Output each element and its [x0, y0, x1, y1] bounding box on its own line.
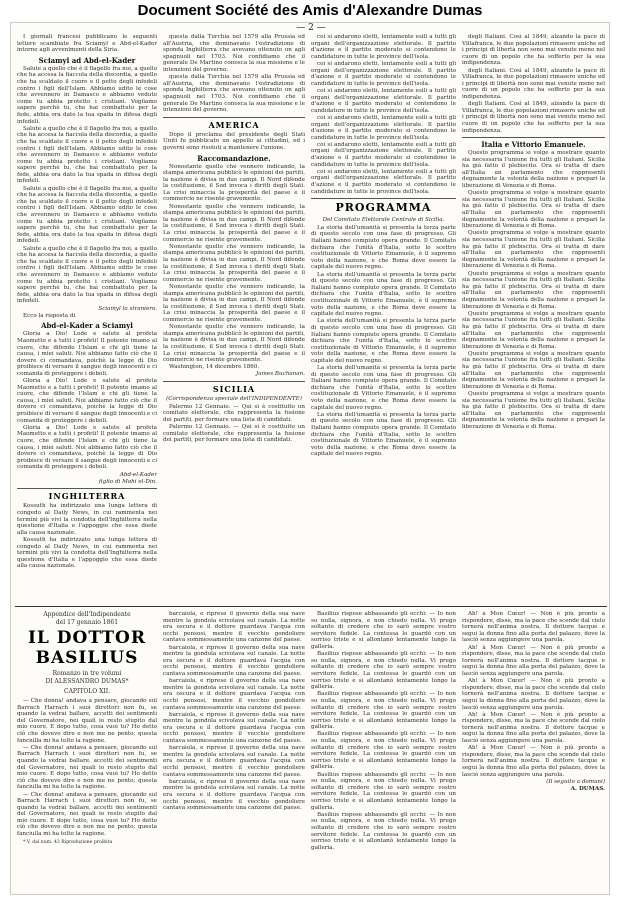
feuilleton-column-2 — [163, 611, 305, 891]
section-programma: PROGRAMMA — [335, 201, 432, 215]
feuilleton-subtitle: Romanzo in tre volumi — [52, 670, 122, 677]
programma-subtitle: Del Comitato Elettorale Centrale di Sicilia. — [322, 217, 445, 224]
letter1-text-repeat-2: Salute a quello che è il flagello fra noi, a quello che ha accesa la fiaccola della discordia, a quello che ha scaldato il cuore e il petto degli infedeli contro i figli dell'Islam. Abbiamo udito le cose che avvennero in Damasco e abbiamo veduto come tu abbia protetto i cristiani. Vogliamo sapere perchè tu, che hai combattuto per la fede, abbia ora dato la tua spada in difesa degli infedeli. — [17, 185, 157, 245]
divider — [163, 117, 305, 118]
col3-top-text: coi si andarono eletti, lentamente esili a tutti gli organi dell'organizzazione elettorale. Il partito d'azione e il partito moderato si contendono le candidature in tutte le province dell'isola. — [311, 34, 456, 60]
feuilleton-text-3-repeat-5: Basilius rispose abbassando gli occhi: — Io non so nulla, signora, e non chiedo nulla. Vi prego soltanto di credere che io sarò sempre vostro servitore fedele. La contessa lo guardò con un sorriso triste e si allontanò lentamente lungo la galleria. — [311, 811, 456, 851]
feuilleton-text-3-repeat-2: Basilius rispose abbassando gli occhi: — Io non so nulla, signora, e non chiedo nulla. Vi prego soltanto di credere che io sarò sempre vostro servitore fedele. La contessa lo guardò con un sorriso triste e si allontanò lentamente lungo la galleria. — [311, 691, 456, 731]
feuilleton-text-3-repeat-3: Basilius rispose abbassando gli occhi: — Io non so nulla, signora, e non chiedo nulla. Vi prego soltanto di credere che io sarò sempre vostro servitore fedele. La contessa lo guardò con un sorriso triste e si allontanò lentamente lungo la galleria. — [311, 731, 456, 771]
feuilleton-text-2-repeat: barcaiola, e riprese il governo della sua nave mentre la gondola scivolava sul canale. La notte era oscura e il dottore guardava l'acqua con occhi pensosi, mentre il vecchio gondoliere cantava sommessamente una canzone del paese. — [163, 644, 305, 677]
col2-top-text: questa dalla Turchia nel 1579 alla Prussia ed all'Austria, che dominavano l'estradizione di sponda Inghilterra che avevano ottenuto un agli spagnuoli nel 1703. Noi confidiamo che il generale De Martino conosca la sua missione e le intenzioni del governo. — [163, 34, 305, 73]
document-title: Document Société des Amis d'Alexandre Dumas — [137, 2, 483, 19]
america-intro: Dopo il proclama del presidente degli Stati Uniti fu pubblicato un appello ai cittadini, ed i governi sono risoluti a mantenere l'unione. — [163, 131, 305, 151]
signature-sciamyl: Sciamyl lo straniero. — [98, 305, 157, 312]
letter1-text: Salute a quello che è il flagello fra noi, a quello che ha accesa la fiaccola della discordia, a quello che ha scaldato il cuore e il petto degli infedeli contro i figli dell'Islam. Abbiamo udito le cose che avvennero in Damasco e abbiamo veduto come tu abbia protetto i cristiani. Vogliamo sapere perchè tu, che hai combattuto per la fede, abbia ora dato la tua spada in difesa degli infedeli. — [17, 65, 157, 125]
col4-top-text: degli Italiani. Così al 1849, alzando la pace di Villafranca, le due popolazioni rimasero uniche ed i principi di libertà non sono mai venute meno nel cuore di un popolo che ha sofferto per la sua indipendenza. — [462, 34, 605, 67]
divider — [163, 381, 305, 382]
inghilterra-text-repeat: Kossuth ha indirizzato una lunga lettera di congedo al Daily News, in cui rammenta nei termini più vivi la condotta dell'Inghilterra nella questione d'Italia e l'appoggio che essa diede alla causa nazionale. — [17, 536, 157, 570]
feuilleton-signature: A. DUMAS. — [570, 786, 605, 792]
section-sicilia: SICILIA — [212, 384, 256, 395]
feuilleton-column-4 — [462, 611, 605, 891]
col4-body-repeat-6: Questo programma si volge a mostrare quanto sia necessaria l'unione fra tutti gli Italiani. Sicilia ha già fatto il plebiscito. Ora si tratta di dare all'Italia un parlamento che rappresenti degnamente la volontà della nazione e prepari la liberazione di Venezia e di Roma. — [462, 391, 605, 430]
sicilia-text: Palermo 12 Gennaio. — Qui si è costituito un comitato elettorale, che rappresenta la fusione dei partiti, per formare una lista di candidati. — [163, 403, 305, 423]
america-body-repeat-4: Nonostante quello che vennero indicando, la stampa americana pubblicò le opinioni dei partiti, la nazione è divisa in due campi. Il Nord difende la costituzione, il Sud invoca i diritti degli Stati. La crisi minaccia la prosperità del paese e il commercio ne risente gravemente. — [163, 324, 305, 364]
america-body-repeat-2: Nonostante quello che vennero indicando, la stampa americana pubblicò le opinioni dei partiti, la nazione è divisa in due campi. Il Nord difende la costituzione, il Sud invoca i diritti degli Stati. La crisi minaccia la prosperità del paese e il commercio ne risente gravemente. — [163, 243, 305, 283]
feuilleton-text-3-repeat-4: Basilius rispose abbassando gli occhi: — Io non so nulla, signora, e non chiedo nulla. Vi prego soltanto di credere che io sarò sempre vostro servitore fedele. La contessa lo guardò con un sorriso triste e si allontanò lentamente lungo la galleria. — [311, 771, 456, 811]
feuilleton-title: IL DOTTOR BASILIUS — [27, 628, 146, 668]
feuilleton-column-1 — [17, 611, 157, 891]
column-4 — [462, 34, 605, 604]
feuilleton-text-2: barcaiola, e riprese il governo della sua nave mentre la gondola scivolava sul canale. La notte era oscura e il dottore guardava l'acqua con occhi pensosi, mentre il vecchio gondoliere cantava sommessamente una canzone del paese. — [163, 611, 305, 644]
section-inghilterra: INGHILTERRA — [48, 491, 126, 502]
letter2-text: Gloria a Dio! Lode e salute al profeta Maometto e a tutti i profeti! Il potente imamo al cuore, che difende l'Islam e chi gli tiene la causa, i miei saluti. Noi abbiamo fatto ciò che il dovere ci comandava, poichè la legge di Dio proibisce di versare il sangue degli innocenti e ci comanda di proteggere i deboli. — [17, 331, 157, 377]
america-body: Nonostante quello che vennero indicando, la stampa americana pubblicò le opinioni dei partiti, la nazione è divisa in due campi. Il Nord difende la costituzione, il Sud invoca i diritti degli Stati. La crisi minaccia la prosperità del paese e il commercio ne risente gravemente. — [163, 163, 305, 203]
feuilleton-text-4-repeat-3: Ah! à Mon Cœur! — Non è più pronto a rispondere, disse, ma la pace che scende dal cielo tornerà nell'anima nostra. Il dottore tacque e segui la donna fino alla porta del palazzo, dove la lasciò senza aggiungere una parola. — [462, 711, 605, 745]
programma-text-repeat-2: La storia dell'umanità si presenta la terza parte di questo secolo con una fase di progresso. Gli Italiani hanno compiuto opera grande. Il Comitato dichiara che l'unità d'Italia, sotto lo scettro costituzionale di Vittorio Emanuele, è il supremo voto della nazione, e che Roma deve essere la capitale del nuovo regno. — [311, 318, 456, 364]
section-america: AMERICA — [208, 119, 260, 130]
col4-body-repeat-2: Questo programma si volge a mostrare quanto sia necessaria l'unione fra tutti gli Italiani. Sicilia ha già fatto il plebiscito. Ora si tratta di dare all'Italia un parlamento che rappresenti degnamente la volontà della nazione e prepari la liberazione di Venezia e di Roma. — [462, 230, 605, 270]
feuilleton-text-3-repeat: Basilius rispose abbassando gli occhi: — Io non so nulla, signora, e non chiedo nulla. Vi prego soltanto di credere che io sarò sempre vostro servitore fedele. La contessa lo guardò con un sorriso triste e si allontanò lentamente lungo la galleria. — [311, 651, 456, 691]
col3-top-text-repeat-4: coi si andarono eletti, lentamente esili a tutti gli organi dell'organizzazione elettorale. Il partito d'azione e il partito moderato si contendono le candidature in tutte le province dell'isola. — [311, 141, 456, 168]
col2-top-text-repeat: questa dalla Turchia nel 1579 alla Prussia ed all'Austria, che dominavano l'estradizione di sponda Inghilterra che avevano ottenuto un agli spagnuoli nel 1703. Noi confidiamo che il generale De Martino conosca la sua missione e le intenzioni del governo. — [163, 74, 305, 114]
to-be-continued: (Il seguito a domani) — [546, 778, 605, 785]
sicilia-text-repeat: Palermo 12 Gennaio. — Qui si è costituito un comitato elettorale, che rappresenta la fusione dei partiti, per formare una lista di candidati. — [163, 424, 305, 444]
signature-abd-el-kader-sub: figlio di Mohi el-Din. — [98, 478, 157, 485]
col4-body-repeat-3: Questo programma si volge a mostrare quanto sia necessaria l'unione fra tutti gli Italiani. Sicilia ha già fatto il plebiscito. Ora si tratta di dare all'Italia un parlamento che rappresenti degnamente la volontà della nazione e prepari la liberazione di Venezia e di Roma. — [462, 270, 605, 310]
feuilleton-footnote: * V. dal num. 43 Riproduzione proibita — [23, 839, 113, 845]
programma-text: La storia dell'umanità si presenta la terza parte di questo secolo con una fase di progresso. Gli Italiani hanno compiuto opera grande. Il Comitato dichiara che l'unità d'Italia, sotto lo scettro costituzionale di Vittorio Emanuele, è il supremo voto della nazione, e che Roma deve essere la capitale del nuovo regno. — [311, 224, 456, 271]
letter2-title: Abd-el-Kader a Sciamyl — [41, 321, 133, 331]
col4-top-text-repeat: degli Italiani. Così al 1849, alzando la pace di Villafranca, le due popolazioni rimasero uniche ed i principi di libertà non sono mai venute meno nel cuore di un popolo che ha sofferto per la sua indipendenza. — [462, 67, 605, 100]
feuilleton-text-4: Ah! à Mon Cœur! — Non è più pronto a rispondere, disse, ma la pace che scende dal cielo tornerà nell'anima nostra. Il dottore tacque e segui la donna fino alla porta del palazzo, dove la lasciò senza aggiungere una parola. — [462, 611, 605, 644]
col4-body-repeat-5: Questo programma si volge a mostrare quanto sia necessaria l'unione fra tutti gli Italiani. Sicilia ha già fatto il plebiscito. Ora si tratta di dare all'Italia un parlamento che rappresenti degnamente la volontà della nazione e prepari la liberazione di Venezia e di Roma. — [462, 350, 605, 390]
raccomandazione-title: Raccomandazione. — [197, 153, 271, 163]
feuilleton-text-4-repeat-4: Ah! à Mon Cœur! — Non è più pronto a rispondere, disse, ma la pace che scende dal cielo tornerà nell'anima nostra. Il dottore tacque e segui la donna fino alla porta del palazzo, dove la lasciò senza aggiungere una parola. — [462, 745, 605, 778]
signature-abd-el-kader: Abd-el-Kader — [119, 471, 157, 478]
divider — [311, 198, 456, 199]
letter1-text-repeat-3: Salute a quello che è il flagello fra noi, a quello che ha accesa la fiaccola della discordia, a quello che ha scaldato il cuore e il petto degli infedeli contro i figli dell'Islam. Abbiamo udito le cose che avvennero in Damasco e abbiamo veduto come tu abbia protetto i cristiani. Vogliamo sapere perchè tu, che hai combattuto per la fede, abbia ora dato la tua spada in difesa degli infedeli. — [17, 245, 157, 305]
letter2-text-repeat-2: Gloria a Dio! Lode e salute al profeta Maometto e a tutti i profeti! Il potente imamo al cuore, che difende l'Islam e chi gli tiene la causa, i miei saluti. Noi abbiamo fatto ciò che il dovere ci comandava, poichè la legge di Dio proibisce di versare il sangue degli innocenti e ci comanda di proteggere i deboli. — [17, 424, 157, 471]
signature-buchanan: James Buchanan. — [256, 371, 305, 378]
letter2-text-repeat: Gloria a Dio! Lode e salute al profeta Maometto e a tutti i profeti! Il potente imamo al cuore, che difende l'Islam e chi gli tiene la causa, i miei saluti. Noi abbiamo fatto ciò che il dovere ci comandava, poichè la legge di Dio proibisce di versare il sangue degli innocenti e ci comanda di proteggere i deboli. — [17, 378, 157, 424]
reply-intro: Ecco la risposta di — [23, 312, 76, 319]
letter1-text-repeat: Salute a quello che è il flagello fra noi, a quello che ha accesa la fiaccola della discordia, a quello che ha scaldato il cuore e il petto degli infedeli contro i figli dell'Islam. Abbiamo udito le cose che avvennero in Damasco e abbiamo veduto come tu abbia protetto i cristiani. Vogliamo sapere perchè tu, che hai combattuto per la fede, abbia ora dato la tua spada in difesa degli infedeli. — [17, 125, 157, 185]
programma-text-repeat-4: La storia dell'umanità si presenta la terza parte di questo secolo con una fase di progresso. Gli Italiani hanno compiuto opera grande. Il Comitato dichiara che l'unità d'Italia, sotto lo scettro costituzionale di Vittorio Emanuele, è il supremo voto della nazione, e che Roma deve essere la capitale del nuovo regno. — [311, 411, 456, 458]
feuilleton-text-1-repeat-2: — Che donna! andava a pensare, giocando sul Barrach Harrach i suoi direttori non fu, se quando la vedrai ballare, accetti dei sentimenti del Governatore, nei quali io resto stupito dal mio cuore. E dopo tutto, cosa vuoi tu? Ho detto ciò che dovevo dire e non me ne pento; questa fanciulla mi ha tolto la ragione. — [17, 791, 157, 838]
col3-top-text-repeat-5: coi si andarono eletti, lentamente esili a tutti gli organi dell'organizzazione elettorale. Il partito d'azione e il partito moderato si contendono le candidature in tutte le province dell'isola. — [311, 168, 456, 195]
col4-body-repeat: Questo programma si volge a mostrare quanto sia necessaria l'unione fra tutti gli Italiani. Sicilia ha già fatto il plebiscito. Ora si tratta di dare all'Italia un parlamento che rappresenti degnamente la volontà della nazione e prepari la liberazione di Venezia e di Roma. — [462, 190, 605, 230]
intro-paragraph: I giornali francesi pubblicano le seguenti lettere scambiate fra Sciamyl e Abd-el-Kader intorno agli avvenimenti della Siria. — [17, 34, 157, 54]
feuilleton-text-1: — Che donna! andava a pensare, giocando sul Barrach Harrach i suoi direttori non fu, se quando la vedrai ballare, accetti dei sentimenti del Governatore, nei quali io resto stupito dal mio cuore. E dopo tutto, cosa vuoi tu? Ho detto ciò che dovevo dire e non me ne pento; questa fanciulla mi ha tolto la ragione. — [17, 698, 157, 744]
programma-text-repeat: La storia dell'umanità si presenta la terza parte di questo secolo con una fase di progresso. Gli Italiani hanno compiuto opera grande. Il Comitato dichiara che l'unità d'Italia, sotto lo scettro costituzionale di Vittorio Emanuele, è il supremo voto della nazione, e che Roma deve essere la capitale del nuovo regno. — [311, 271, 456, 318]
feuilleton-text-2-repeat-5: barcaiola, e riprese il governo della sua nave mentre la gondola scivolava sul canale. La notte era oscura e il dottore guardava l'acqua con occhi pensosi, mentre il vecchio gondoliere cantava sommessamente una canzone del paese. — [163, 778, 305, 812]
feuilleton-text-1-repeat: — Che donna! andava a pensare, giocando sul Barrach Harrach i suoi direttori non fu, se quando la vedrai ballare, accetti dei sentimenti del Governatore, nei quali io resto stupito dal mio cuore. E dopo tutto, cosa vuoi tu? Ho detto ciò che dovevo dire e non me ne pento; questa fanciulla mi ha tolto la ragione. — [17, 744, 157, 791]
feuilleton-author: DI ALESSANDRO DUMAS* — [45, 678, 129, 685]
feuilleton-text-3: Basilius rispose abbassando gli occhi: — Io non so nulla, signora, e non chiedo nulla. Vi prego soltanto di credere che io sarò sempre vostro servitore fedele. La contessa lo guardò con un sorriso triste e si allontanò lentamente lungo la galleria. — [311, 611, 456, 650]
feuilleton-label: Appendice dell'Indipendente — [43, 611, 131, 618]
col3-top-text-repeat-2: coi si andarono eletti, lentamente esili a tutti gli organi dell'organizzazione elettorale. Il partito d'azione e il partito moderato si contendono le candidature in tutte le province dell'isola. — [311, 87, 456, 114]
feuilleton-text-2-repeat-2: barcaiola, e riprese il governo della sua nave mentre la gondola scivolava sul canale. La notte era oscura e il dottore guardava l'acqua con occhi pensosi, mentre il vecchio gondoliere cantava sommessamente una canzone del paese. — [163, 678, 305, 711]
divider — [17, 488, 157, 489]
feuilleton-text-2-repeat-3: barcaiola, e riprese il governo della sua nave mentre la gondola scivolava sul canale. La notte era oscura e il dottore guardava l'acqua con occhi pensosi, mentre il vecchio gondoliere cantava sommessamente una canzone del paese. — [163, 711, 305, 745]
feuilleton-divider — [15, 606, 607, 607]
america-body-repeat-3: Nonostante quello che vennero indicando, la stampa americana pubblicò le opinioni dei partiti, la nazione è divisa in due campi. Il Nord difende la costituzione, il Sud invoca i diritti degli Stati. La crisi minaccia la prosperità del paese e il commercio ne risente gravemente. — [163, 283, 305, 323]
col3-top-text-repeat-3: coi si andarono eletti, lentamente esili a tutti gli organi dell'organizzazione elettorale. Il partito d'azione e il partito moderato si contendono le candidature in tutte le province dell'isola. — [311, 114, 456, 141]
col4-body: Questo programma si volge a mostrare quanto sia necessaria l'unione fra tutti gli Italiani. Sicilia ha già fatto il plebiscito. Ora si tratta di dare all'Italia un parlamento che rappresenti degnamente la volontà della nazione e prepari la liberazione di Venezia e di Roma. — [462, 150, 605, 190]
col3-top-text-repeat: coi si andarono eletti, lentamente esili a tutti gli organi dell'organizzazione elettorale. Il partito d'azione e il partito moderato si contendono le candidature in tutte le province dell'isola. — [311, 60, 456, 87]
programma-text-repeat-3: La storia dell'umanità si presenta la terza parte di questo secolo con una fase di progresso. Gli Italiani hanno compiuto opera grande. Il Comitato dichiara che l'unità d'Italia, sotto lo scettro costituzionale di Vittorio Emanuele, è il supremo voto della nazione, e che Roma deve essere la capitale del nuovo regno. — [311, 365, 456, 411]
feuilleton-text-4-repeat: Ah! à Mon Cœur! — Non è più pronto a rispondere, disse, ma la pace che scende dal cielo tornerà nell'anima nostra. Il dottore tacque e segui la donna fino alla porta del palazzo, dove la lasciò senza aggiungere una parola. — [462, 644, 605, 677]
sicilia-subtitle: (Corrispondenza speciale dell'INDIPENDENTE) — [166, 396, 302, 403]
newspaper-page — [10, 22, 610, 895]
america-signature-date: Washington, 14 dicembre 1860. — [169, 364, 260, 371]
feuilleton-text-2-repeat-4: barcaiola, e riprese il governo della sua nave mentre la gondola scivolava sul canale. La notte era oscura e il dottore guardava l'acqua con occhi pensosi, mentre il vecchio gondoliere cantava sommessamente una canzone del paese. — [163, 745, 305, 778]
divider — [462, 137, 605, 138]
inghilterra-text: Kossuth ha indirizzato una lunga lettera di congedo al Daily News, in cui rammenta nei termini più vivi la condotta dell'Inghilterra nella questione d'Italia e l'appoggio che essa diede alla causa nazionale. — [17, 503, 157, 536]
column-1 — [17, 34, 157, 604]
column-2 — [163, 34, 305, 604]
feuilleton-date: del 17 gennaio 1861 — [55, 619, 119, 626]
section-italia-vittorio-emanuele: Italia e Vittorio Emanuele. — [481, 140, 586, 150]
america-body-repeat: Nonostante quello che vennero indicando, la stampa americana pubblicò le opinioni dei partiti, la nazione è divisa in due campi. Il Nord difende la costituzione, il Sud invoca i diritti degli Stati. La crisi minaccia la prosperità del paese e il commercio ne risente gravemente. — [163, 203, 305, 243]
feuilleton-text-4-repeat-2: Ah! à Mon Cœur! — Non è più pronto a rispondere, disse, ma la pace che scende dal cielo tornerà nell'anima nostra. Il dottore tacque e segui la donna fino alla porta del palazzo, dove la lasciò senza aggiungere una parola. — [462, 678, 605, 711]
feuilleton-column-3 — [311, 611, 456, 891]
column-3 — [311, 34, 456, 604]
feuilleton-chapter: CAPITOLO XII. — [64, 688, 110, 695]
page-number: — 2 — — [296, 23, 326, 33]
col4-body-repeat-4: Questo programma si volge a mostrare quanto sia necessaria l'unione fra tutti gli Italiani. Sicilia ha già fatto il plebiscito. Ora si tratta di dare all'Italia un parlamento che rappresenti degnamente la volontà della nazione e prepari la liberazione di Venezia e di Roma. — [462, 310, 605, 350]
letter1-title: Sciamyl ad Abd-el-Kader — [38, 55, 136, 65]
col4-top-text-repeat-2: degli Italiani. Così al 1849, alzando la pace di Villafranca, le due popolazioni rimasero uniche ed i principi di libertà non sono mai venute meno nel cuore di un popolo che ha sofferto per la sua indipendenza. — [462, 101, 605, 134]
